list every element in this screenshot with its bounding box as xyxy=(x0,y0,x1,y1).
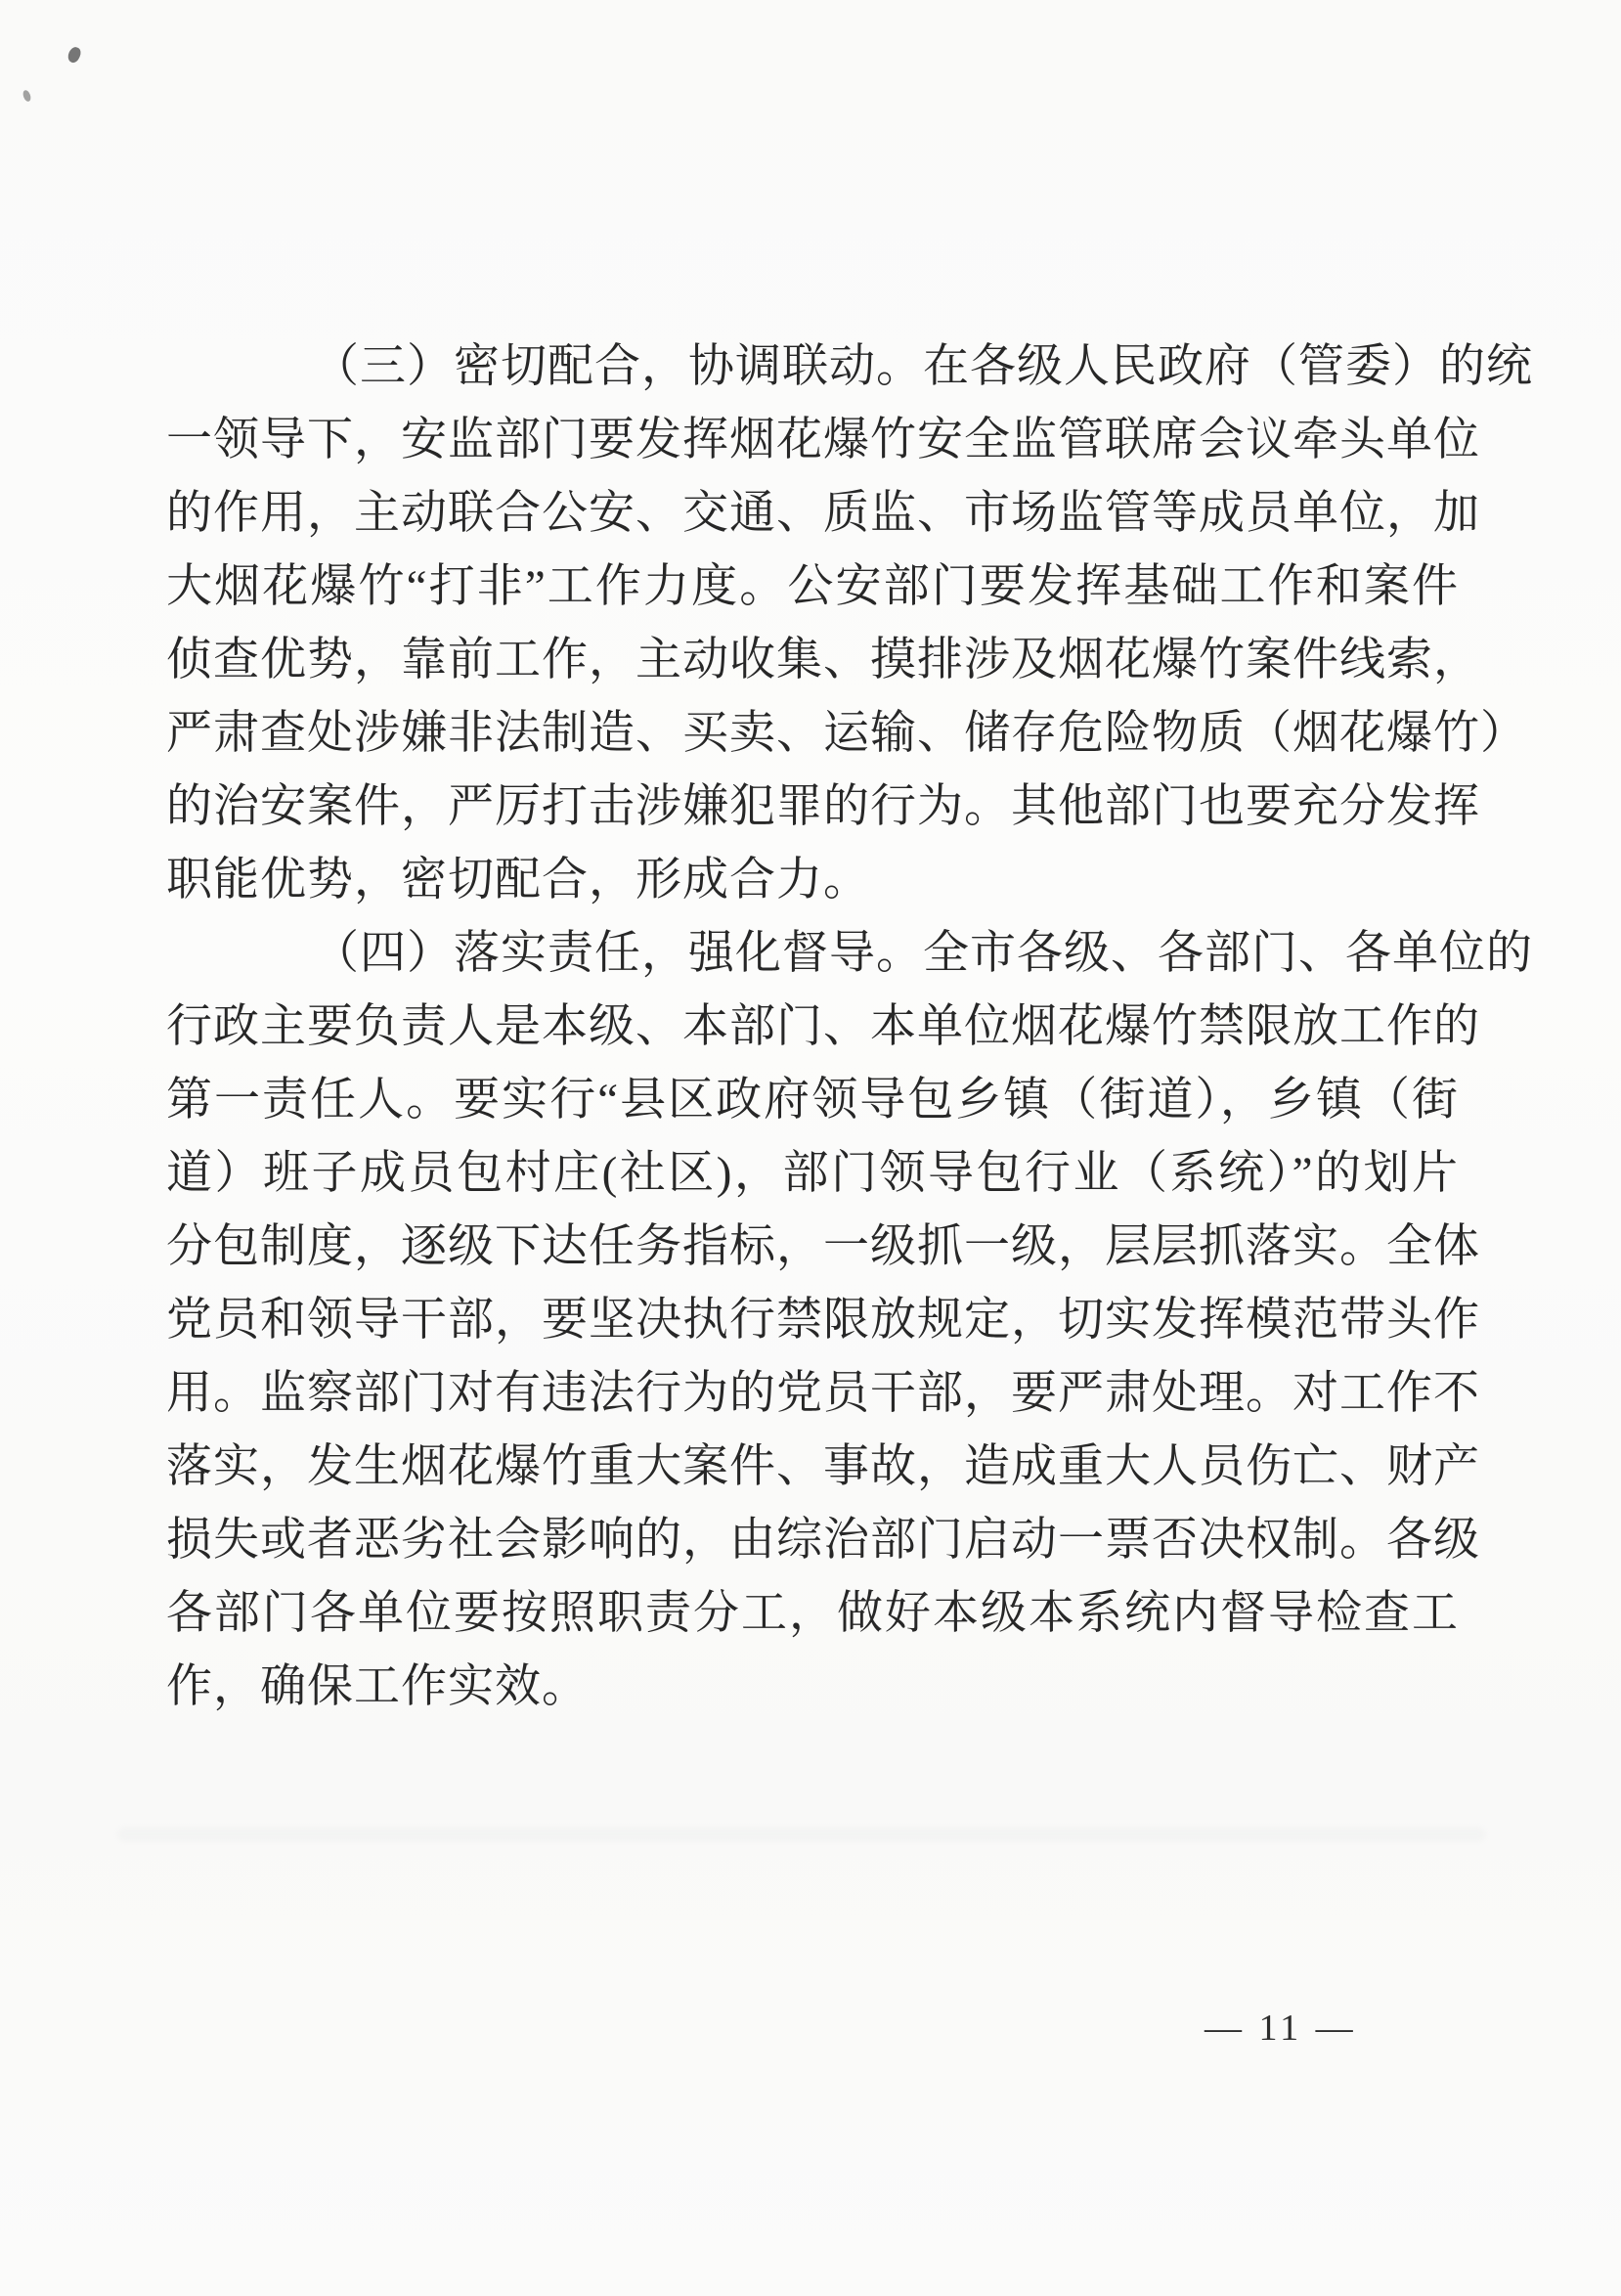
text-line: 分包制度，逐级下达任务指标，一级抓一级，层层抓落实。全体 xyxy=(166,1221,1480,1272)
text-line: 道）班子成员包村庄(社区)，部门领导包行业（系统）”的划片 xyxy=(166,1148,1459,1199)
page-number: — 11 — xyxy=(1205,2008,1357,2049)
text-line: 一领导下，安监部门要发挥烟花爆竹安全监管联席会议牵头单位 xyxy=(166,415,1480,465)
text-line: 的作用，主动联合公安、交通、质监、市场监管等成员单位，加 xyxy=(166,488,1480,539)
text-line: 作，确保工作实效。 xyxy=(166,1661,589,1712)
text-line: 第一责任人。要实行“县区政府领导包乡镇（街道），乡镇（街 xyxy=(166,1075,1459,1126)
text-line: 的治安案件，严厉打击涉嫌犯罪的行为。其他部门也要充分发挥 xyxy=(166,781,1480,832)
scan-artifact-speck xyxy=(22,89,32,103)
text-line: 行政主要负责人是本级、本部门、本单位烟花爆竹禁限放工作的 xyxy=(166,1001,1480,1052)
text-line: （四）落实责任，强化督导。全市各级、各部门、各单位的 xyxy=(313,928,1533,979)
text-line: 落实，发生烟花爆竹重大案件、事故，造成重大人员伤亡、财产 xyxy=(166,1441,1480,1492)
text-line: 侦查优势，靠前工作，主动收集、摸排涉及烟花爆竹案件线索， xyxy=(166,635,1480,685)
scan-artifact-speck xyxy=(66,44,83,66)
body-text xyxy=(166,331,1533,1724)
text-line: 严肃查处涉嫌非法制造、买卖、运输、储存危险物质（烟花爆竹） xyxy=(166,708,1527,759)
scan-artifact-smudge xyxy=(117,1827,1486,1842)
text-line: 大烟花爆竹“打非”工作力度。公安部门要发挥基础工作和案件 xyxy=(166,561,1459,612)
text-line: 党员和领导干部，要坚决执行禁限放规定，切实发挥模范带头作 xyxy=(166,1295,1480,1346)
text-line: 用。监察部门对有违法行为的党员干部，要严肃处理。对工作不 xyxy=(166,1368,1480,1419)
text-line: 各部门各单位要按照职责分工，做好本级本系统内督导检查工 xyxy=(166,1588,1459,1639)
text-line: （三）密切配合，协调联动。在各级人民政府（管委）的统 xyxy=(313,341,1533,392)
text-line: 损失或者恶劣社会影响的，由综治部门启动一票否决权制。各级 xyxy=(166,1515,1480,1566)
text-line: 职能优势，密切配合，形成合力。 xyxy=(166,855,870,905)
